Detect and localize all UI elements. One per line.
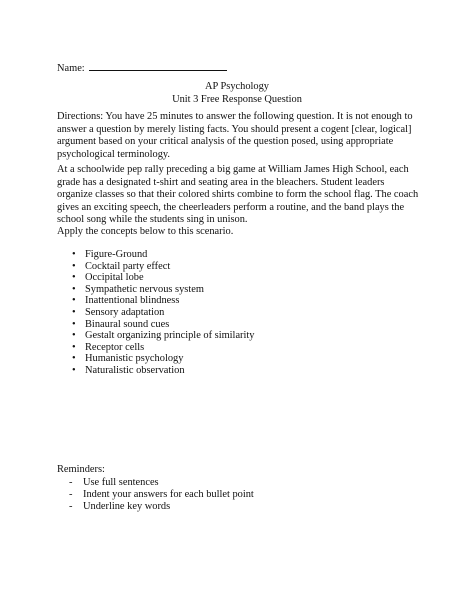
bullet-icon: • xyxy=(72,283,76,295)
concept-label: Inattentional blindness xyxy=(85,295,180,307)
reminder-item xyxy=(69,477,254,489)
concepts-list xyxy=(72,249,254,377)
bullet-icon: • xyxy=(72,249,76,260)
reminders-list xyxy=(69,477,254,514)
name-field xyxy=(57,60,227,76)
reminder-label: Indent your answers for each bullet point xyxy=(83,489,254,501)
question-title: Unit 3 Free Response Question xyxy=(172,93,302,105)
concept-label: Sympathetic nervous system xyxy=(85,283,204,295)
course-title: AP Psychology xyxy=(205,81,269,92)
concept-label: Humanistic psychology xyxy=(85,353,184,365)
reminder-label: Use full sentences xyxy=(83,477,159,488)
reminders-heading: Reminders: xyxy=(57,464,105,475)
concept-label: Binaural sound cues xyxy=(85,318,170,330)
title-block xyxy=(0,81,474,106)
bullet-icon: • xyxy=(72,341,76,353)
concept-item xyxy=(72,365,254,377)
concept-item xyxy=(72,261,254,273)
bullet-icon: • xyxy=(72,260,76,272)
dash-icon: - xyxy=(69,501,73,513)
concept-item xyxy=(72,319,254,331)
dash-icon: - xyxy=(69,477,73,488)
concept-item xyxy=(72,307,254,319)
bullet-icon: • xyxy=(72,306,76,318)
directions-paragraph: Directions: You have 25 minutes to answer the following question. It is not enough to answer a question by merely listing facts. You should present a cogent [clear, logical] argument based on your critical analysis of the question posed, using appropriate psychological terminology. xyxy=(57,111,413,160)
concept-item xyxy=(72,342,254,354)
apply-instruction: Apply the concepts below to this scenario. xyxy=(57,226,234,237)
dash-icon: - xyxy=(69,489,73,501)
bullet-icon: • xyxy=(72,295,76,307)
concept-item xyxy=(72,353,254,365)
concept-item xyxy=(72,249,254,261)
concept-item xyxy=(72,284,254,296)
concept-label: Receptor cells xyxy=(85,341,145,353)
reminder-label: Underline key words xyxy=(83,501,171,513)
concept-label: Sensory adaptation xyxy=(85,306,165,318)
concept-item xyxy=(72,330,254,342)
reminder-item xyxy=(69,501,254,513)
bullet-icon: • xyxy=(72,364,76,376)
concept-item xyxy=(72,272,254,284)
bullet-icon: • xyxy=(72,330,76,342)
concept-item xyxy=(72,295,254,307)
concept-label: Occipital lobe xyxy=(85,272,144,284)
bullet-icon: • xyxy=(72,272,76,284)
name-label: Name: xyxy=(57,63,85,74)
concept-label: Cocktail party effect xyxy=(85,260,171,272)
name-blank-line[interactable] xyxy=(89,60,227,71)
concept-label: Figure-Ground xyxy=(85,249,148,260)
reminder-item xyxy=(69,489,254,501)
scenario-paragraph: At a schoolwide pep rally preceding a big game at William James High School, each grade has a designated t-shirt and seating area in the bleachers. Student leaders organize classes so that their colored shirts combine to form the school flag. The coach gives an exciting speech, the cheerleaders perform a routine, and the band plays the school song while the students sing in unison. xyxy=(57,164,419,226)
concept-label: Naturalistic observation xyxy=(85,364,185,376)
bullet-icon: • xyxy=(72,353,76,365)
concept-label: Gestalt organizing principle of similarity xyxy=(85,330,255,342)
bullet-icon: • xyxy=(72,318,76,330)
